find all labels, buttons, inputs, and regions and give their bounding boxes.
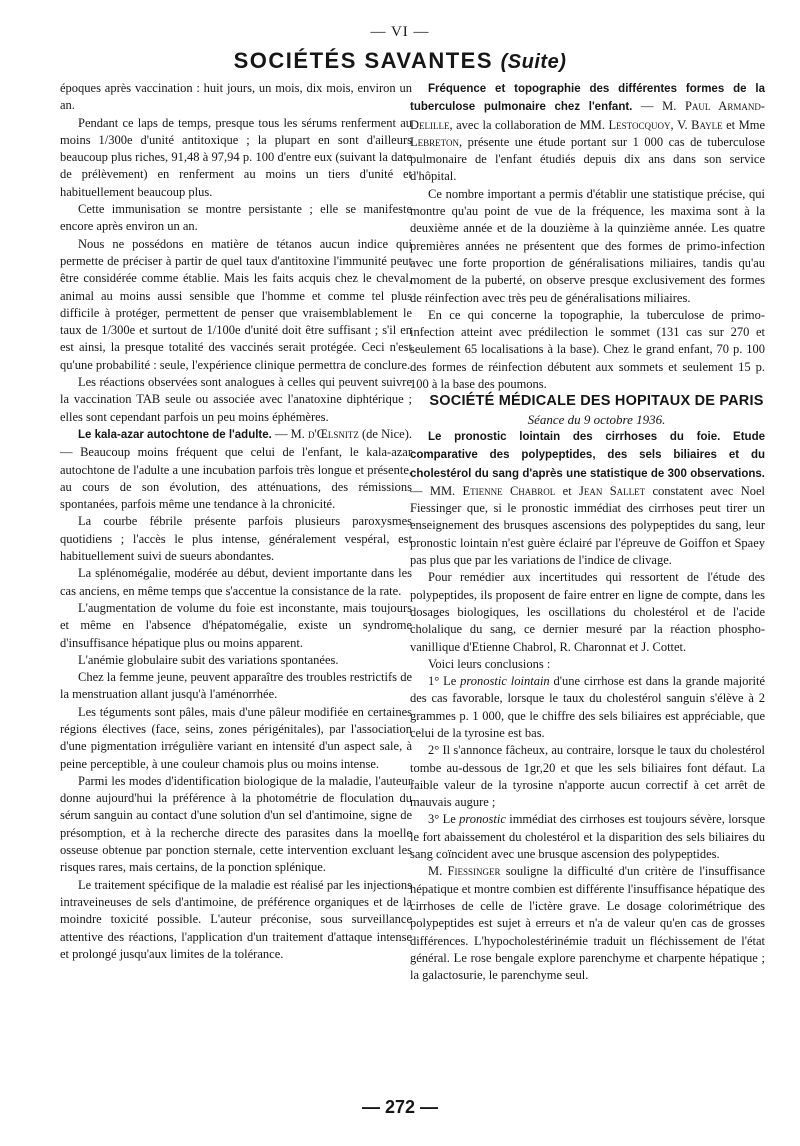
paragraph: L'anémie globulaire subit des variations spontanées. <box>78 652 339 667</box>
author-name: d'Œlsnitz <box>308 426 359 441</box>
paragraph: Chez la femme jeune, peuvent apparaître des troubles restrictifs de la menstruation allant jusqu'à l'aménorrhée. <box>60 670 412 702</box>
paragraph: Pendant ce laps de temps, presque tous les sérums renferment au moins 1/300e d'unité antitoxique ; la plupart en sont d'ailleurs beaucoup plus riches, 91,48 à 97,94 p. 100 d'entre eux (suivant la date de prélèvement) en renferment au moins un tiers d'unité et habituellement beaucoup plus. <box>60 115 412 199</box>
article-tuberculose <box>410 80 765 186</box>
text: 3° Le <box>428 812 460 827</box>
author-name: Paul Armand-Delille <box>410 99 765 132</box>
article-body: (de Nice). — Beaucoup moins fréquent que celui de l'enfant, le kala-azar autochtone de l'adulte a une incubation parfois très longue et présente, au cours de son évolution, des atténuations, des rémissions spontanées, parfois même une tendance à la chronicité. <box>60 426 412 512</box>
author-name: Etienne Chabrol <box>462 483 556 498</box>
author-name: V. Bayle <box>677 117 723 132</box>
paragraph: Nous ne possédons en matière de tétanos aucun indice qui permette de préciser à partir de quel taux d'antitoxine l'immunité peut être considérée comme établie. Mais les faits acquis chez le cheval, animal au moins aussi sensible que l'homme et comme tel plus difficile à protéger, permettent de penser que vraisemblablement le taux de 1/300e et surtout de 1/100e d'unité doit être suffisant ; s'il en est ainsi, la presque totalité des vaccinés serait protégée. Ceci n'est qu'une probabilité : seule, l'expérience clinique permettra de conclure. <box>60 236 412 372</box>
text: souligne la difficulté d'un critère de l'insuffisance hépatique et montre combien est différente l'insuffisance hépatique des cirrhoses de celle de l'ictère grave. Le dosage colorimétrique des polypeptides est sujet à erreurs et n'a de valeur qu'en cas de grosses différences. L'hypocholestérinémie traduit un fléchissement de l'état général. Le rose bengale explore parenchyme et charpente hépatique ; la galactosurie, le parenchyme seul. <box>410 864 765 983</box>
article-cirrhoses <box>410 428 765 569</box>
header-title: SOCIÉTÉS SAVANTES <box>233 48 494 73</box>
text: d'une cirrhose est dans la grande majorité des cas favorable, lorsque le taux du cholestérol sanguin s'élève à 2 grammes p. 1 000, que le chiffre des sels biliaires est appréciable, que celui de la tyrosine est bas. <box>410 674 765 740</box>
paragraph: Parmi les modes d'identification biologique de la maladie, l'auteur donne aujourd'hui la préférence à la photométrie de floculation du sérum sanguin au contact d'une solution d'un sel d'antimoine, signe de présomption, et à la recherche directe des parasites dans la moelle osseuse obtenue par ponction sternale, cette intervention excluant les risques rares, mais certains, de la ponction splénique. <box>60 773 412 875</box>
text: , avec la collaboration de MM. <box>449 117 609 132</box>
conclusion-2: 2° Il s'annonce fâcheux, au contraire, lorsque le taux du cholestérol tombe au-dessous de 1gr,20 et que les sels biliaires font défaut. La faible valeur de la tyrosine n'apporte aucun correctif à cet arrêt de mauvais augure ; <box>410 743 765 810</box>
roman-page-marker: — VI — <box>370 24 430 40</box>
paragraph: L'augmentation de volume du foie est inconstante, mais toujours et même en l'absence d'hépatomégalie, existe un syndrome d'insuffisance hépatique plus ou moins apparent. <box>60 600 412 650</box>
author-name: Lebreton <box>410 134 459 149</box>
section-title: SOCIÉTÉ MÉDICALE DES HOPITAUX DE PARIS <box>429 393 764 410</box>
dash: — M. <box>632 99 685 114</box>
paragraph: Ce nombre important a permis d'établir une statistique précise, qui montre qu'au point de vue de la fréquence, les maxima sont à la deuxième année et de la douzième à la quinzième année. Les quatre premières années ne présentent que des formes de primo-infection avec une forte proportion de généralisations miliaires, tandis qu'au moment de la puberté, on observe presque exclusivement des formes de réinfection avec très peu de généralisations miliaires. <box>410 186 765 305</box>
paragraph: Les réactions observées sont analogues à celles qui peuvent suivre la vaccination TAB seule ou associée avec l'anatoxine diphtérique ; elles sont cependant parfois un peu moins éphémères. <box>60 375 412 424</box>
article-title: Le pronostic lointain des cirrhoses du foie. Etude comparative des polypeptides, des sels biliaires et du cholestérol du sang d'après une statistique de 300 observations. <box>410 430 765 480</box>
header-suite: (Suite) <box>500 51 567 73</box>
text: et Mme <box>722 117 765 132</box>
dash: — M. <box>271 426 308 441</box>
left-column <box>60 80 412 1095</box>
section-date: Séance du 9 octobre 1936. <box>527 411 666 427</box>
article-body: , présente une étude portant sur 1 000 cas de tuberculose pulmonaire de l'enfant étudiés depuis dix ans dans son service d'hôpital. <box>410 134 765 184</box>
dash: — MM. <box>410 483 463 498</box>
paragraph: Cette immunisation se montre persistante ; elle se manifeste encore après environ un an. <box>60 202 412 234</box>
text: , <box>670 117 678 132</box>
paragraph: Les téguments sont pâles, mais d'une pâleur modifiée en certaines régions électives (face, seins, zones périgénitales), par l'association d'une pigmentation irrégulière variant en intensité d'un aspect sale, à peine perceptible, à une couleur chamois plus ou moins intense. <box>60 704 412 771</box>
article-kala-azar <box>60 426 412 513</box>
text: immédiat des cirrhoses est toujours sévère, lorsque le fort abaissement du cholestérol et la disparition des sels biliaires du sang coïncident avec une brusque ascension des polypeptides. <box>410 812 765 862</box>
article-title: Le kala-azar autochtone de l'adulte. <box>78 428 272 441</box>
paragraph: En ce qui concerne la topographie, la tuberculose de primo-infection atteint avec prédilection le sommet (131 cas sur 270 et seulement 65 localisations à la base). Chez le grand enfant, 70 p. 100 des formes de réinfection débutent aux sommets et seulement 15 p. 100 à la base des poumons. <box>410 307 765 392</box>
paragraph: La courbe fébrile présente parfois plusieurs paroxysmes quotidiens ; l'accès le plus intense, généralement vespéral, est habituellement suivi de sueurs abondantes. <box>60 514 412 564</box>
text: et <box>555 483 579 498</box>
emphasis: pronostic <box>459 812 506 827</box>
text: 1° Le <box>428 674 461 689</box>
author-name: Fiessinger <box>447 864 501 879</box>
paragraph: La splénomégalie, modérée au début, devient importante dans les cas anciens, en même temps que s'accentue la consistance de la rate. <box>60 566 412 598</box>
right-column <box>410 80 765 1095</box>
text: M. <box>428 864 448 879</box>
page-header <box>0 48 800 74</box>
author-name: Jean Sallet <box>579 483 646 498</box>
emphasis: pronostic lointain <box>460 674 550 689</box>
paragraph: Le traitement spécifique de la maladie est réalisé par les injections intraveineuses de sels d'antimoine, de préférence organiques et de la moindre toxicité possible. L'auteur préconise, sous surveillance attentive des réactions, l'application d'un traitement d'attaque intense et prolongé jusqu'aux limites de la tolérance. <box>60 877 412 961</box>
article-body: constatent avec Noel Fiessinger que, si le pronostic immédiat des cirrhoses peut tirer un enseignement des brusques ascensions des polypeptides du sang, leur pronostic lointain n'est guère éclairé par l'épreuve de Goiffon et Spaey pas plus que par les variations de l'indice de clivage. <box>410 483 765 568</box>
author-name: Lestocquoy <box>608 117 671 132</box>
article-title: Fréquence et topographie des différentes formes de la tuberculose pulmonaire chez l'enfant. <box>410 83 765 114</box>
paragraph-fiessinger <box>410 863 765 984</box>
paragraph: Pour remédier aux incertitudes qui ressortent de l'étude des polypeptides, ils proposent de faire entrer en ligne de compte, dans les dosages biologiques, les oscillations du cholestérol et de l'acide cholalique du sang, ce dernier mesuré par la réaction phospho-vanillique d'Etienne Chabrol, R. Charonnat et J. Cottet. <box>410 570 765 654</box>
page-number: — 272 — <box>361 1097 439 1117</box>
paragraph: Voici leurs conclusions : <box>428 656 551 671</box>
paragraph: époques après vaccination : huit jours, un mois, dix mois, environ un an. <box>60 81 412 113</box>
conclusion-3 <box>410 811 765 863</box>
conclusion-1 <box>410 673 765 742</box>
